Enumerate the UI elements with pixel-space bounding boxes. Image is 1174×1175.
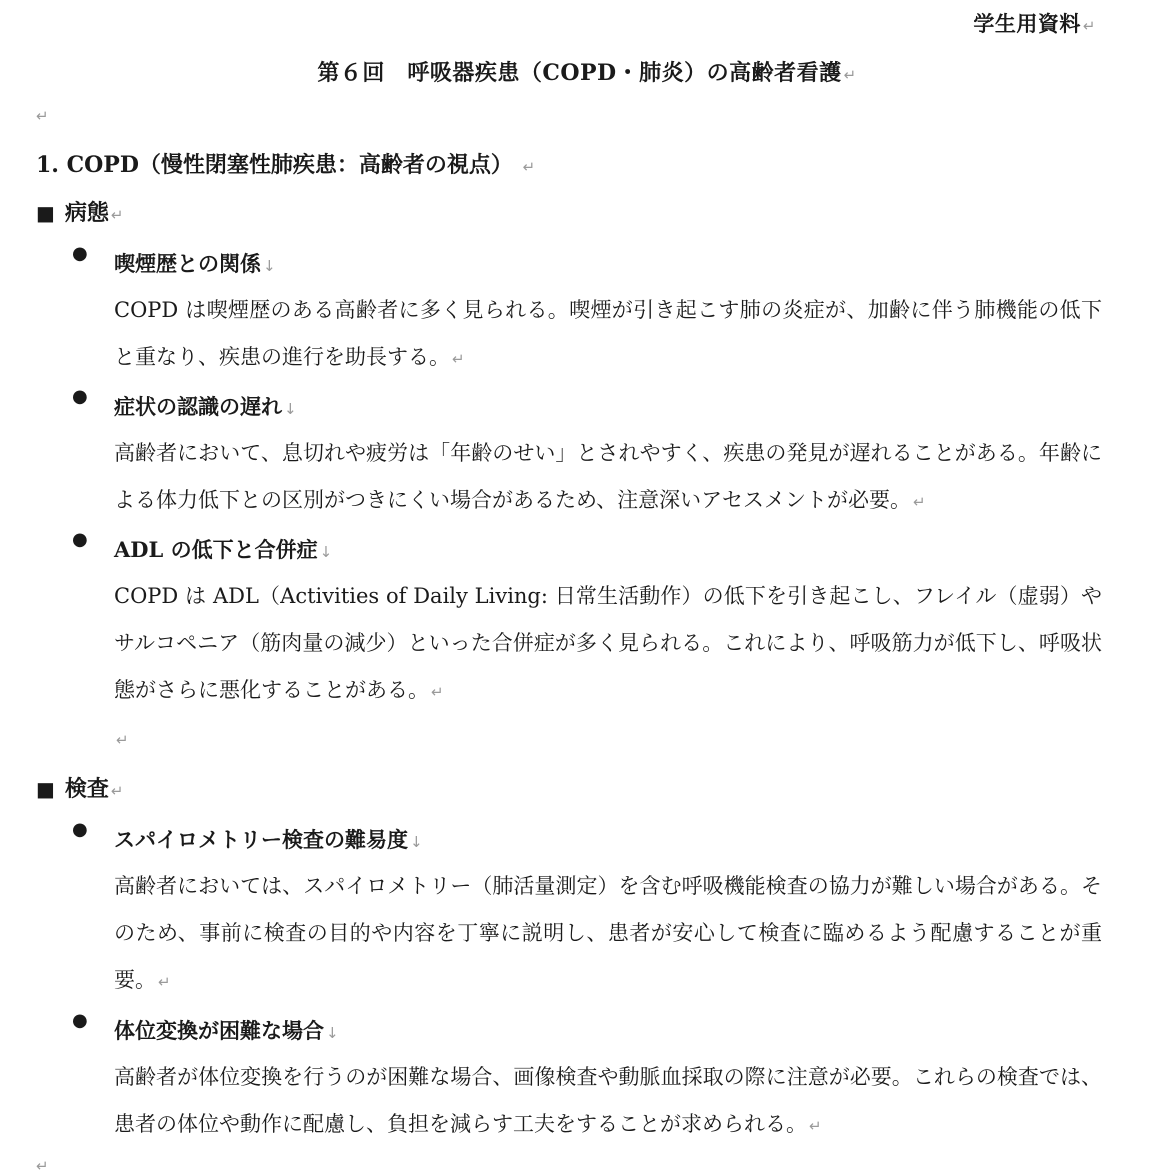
item-heading: 体位変換が困難な場合 ↓ (114, 1018, 339, 1043)
paragraph-mark: ↵ (116, 731, 129, 749)
paragraph-mark: ↵ (110, 206, 124, 224)
bullet-icon: ● (72, 529, 88, 550)
document-label: 学生用資料 ↵ (973, 11, 1096, 36)
empty-paragraph (34, 106, 49, 125)
item-heading: スパイロメトリー検査の難易度 ↓ (114, 827, 423, 852)
line-break-mark: ↓ (326, 1024, 339, 1042)
item-body: COPD は ADL（Activities of Daily Living: 日常生活動作）の低下を引き起こし、フレイル（虚弱）やサルコペニア（筋肉量の減少）といった合併症が多く見られる。これにより、呼吸筋力が低下し、呼吸状態がさらに悪化することがある。 ↵ (114, 584, 1102, 702)
list-item (72, 527, 1102, 716)
square-bullet-icon: ■ (36, 201, 55, 225)
paragraph-mark: ↵ (36, 1157, 49, 1175)
section-heading: 1. COPD（慢性閉塞性肺疾患：高齢者の視点） ↵ (36, 152, 536, 178)
line-break-mark: ↓ (284, 400, 297, 418)
item-body: 高齢者においては、スパイロメトリー（肺活量測定）を含む呼吸機能検査の協力が難しい場合がある。そのため、事前に検査の目的や内容を丁寧に説明し、患者が安心して検査に臨めるよう配慮することが重要。 ↵ (114, 874, 1102, 992)
item-body: 高齢者が体位変換を行うのが困難な場合、画像検査や動脈血採取の際に注意が必要。これらの検査では、患者の体位や動作に配慮し、負担を減らす工夫をすることが求められる。 ↵ (114, 1065, 1102, 1136)
paragraph-mark: ↵ (431, 683, 444, 701)
item-body: 高齢者において、息切れや疲労は「年齢のせい」とされやすく、疾患の発見が遅れることがある。年齢による体力低下との区別がつきにくい場合があるため、注意深いアセスメントが必要。 ↵ (114, 441, 1102, 512)
line-break-mark: ↓ (410, 833, 423, 851)
square-bullet-icon: ■ (36, 777, 55, 801)
paragraph-mark: ↵ (158, 973, 171, 991)
empty-paragraph (34, 1156, 49, 1175)
document-title: 第６回 呼吸器疾患（COPD・肺炎）の高齢者看護 ↵ (317, 60, 857, 86)
list-item (72, 384, 1102, 526)
bullet-icon: ● (72, 1010, 88, 1031)
subsection-exam: ■ 検査 ↵ (36, 776, 124, 802)
paragraph-mark: ↵ (809, 1117, 822, 1135)
item-heading: ADL の低下と合併症 ↓ (114, 537, 333, 562)
paragraph-mark: ↵ (110, 782, 124, 800)
empty-paragraph (114, 730, 129, 749)
item-body: COPD は喫煙歴のある高齢者に多く見られる。喫煙が引き起こす肺の炎症が、加齢に伴う肺機能の低下と重なり、疾患の進行を助長する。 ↵ (114, 298, 1102, 369)
paragraph-mark: ↵ (912, 493, 926, 511)
paragraph-mark: ↵ (1082, 17, 1096, 35)
paragraph-mark: ↵ (452, 350, 465, 368)
paragraph-mark: ↵ (36, 107, 49, 125)
item-heading: 喫煙歴との関係 ↓ (114, 251, 276, 276)
paragraph-mark: ↵ (522, 158, 536, 176)
subsection-pathology: ■ 病態 ↵ (36, 200, 124, 226)
line-break-mark: ↓ (263, 257, 276, 275)
bullet-icon: ● (72, 819, 88, 840)
paragraph-mark: ↵ (843, 66, 857, 84)
line-break-mark: ↓ (319, 543, 333, 561)
bullet-icon: ● (72, 243, 88, 264)
item-heading: 症状の認識の遅れ ↓ (114, 394, 297, 419)
list-item (72, 241, 1102, 383)
list-item (72, 817, 1102, 1006)
bullet-icon: ● (72, 386, 88, 407)
list-item (72, 1008, 1102, 1150)
